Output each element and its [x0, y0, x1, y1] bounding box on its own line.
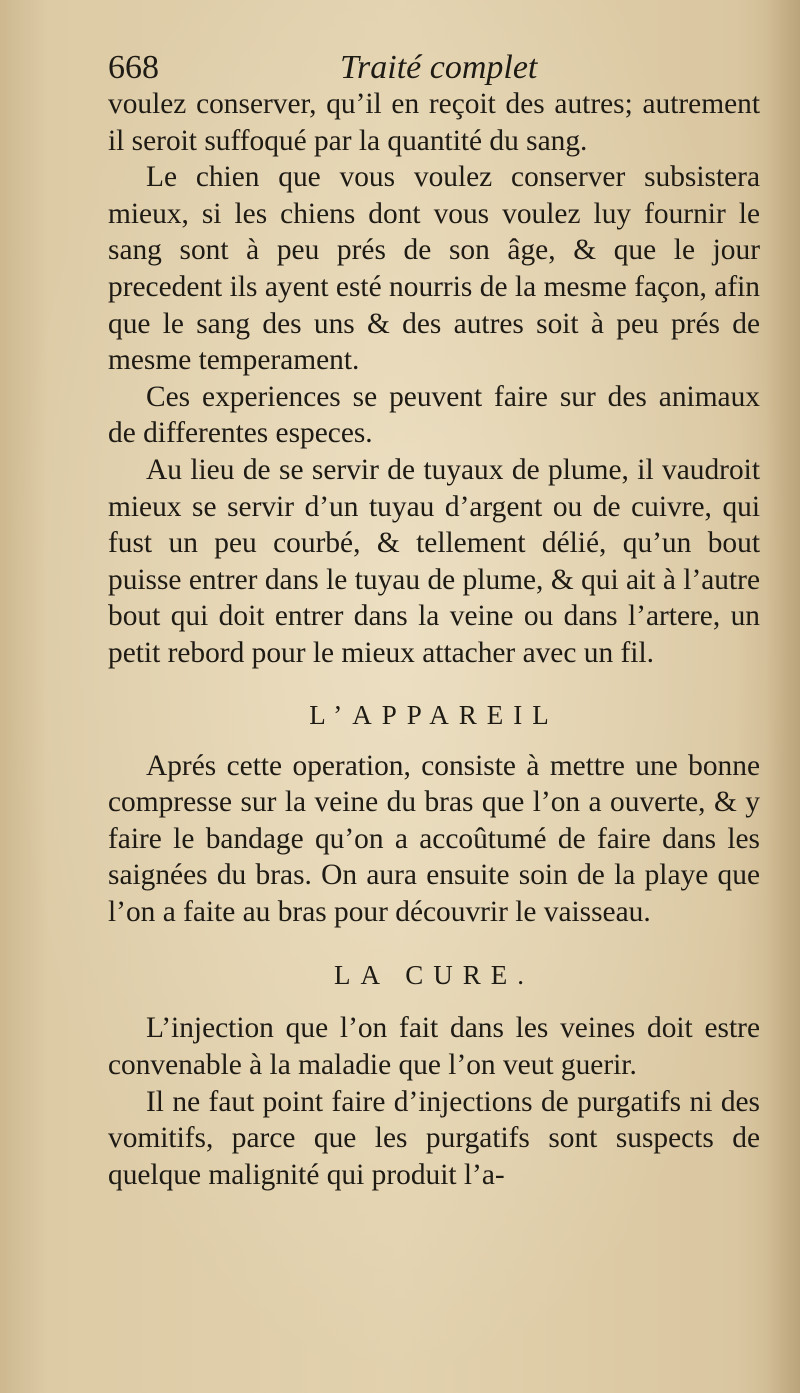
paragraph-experiences: Ces experiences se peuvent faire sur des animaux de differentes especes. — [108, 380, 760, 450]
running-title: Traité complet — [340, 49, 538, 86]
paragraph-continuation: voulez conserver, qu’il en reçoit des autres; autrement il seroit suffoqué par la quantité du sang. — [108, 88, 760, 157]
paragraph-injection: L’injection que l’on fait dans les veines doit estre convenable à la maladie que l’on veut guerir. — [108, 1012, 760, 1082]
page-body — [108, 86, 760, 1193]
paragraph-tubes: Au lieu de se servir de tuyaux de plume, il vaudroit mieux se servir d’un tuyau d’argent ou de cuivre, qui fust un peu courbé, & tellement délié, qu’un bout puisse entrer dans le tuyau de plume, & qui ait à l’autre bout qui doit entrer dans la veine ou dans l’artere, un petit rebord pour le mieux attacher avec un fil. — [108, 453, 760, 669]
paragraph-purgatifs: Il ne faut point faire d’injections de purgatifs ni des vomitifs, parce que les purgatifs sont suspects de quelque malignité qui produit l’a- — [108, 1085, 760, 1191]
page-header — [108, 44, 768, 92]
paragraph-dog-blood: Le chien que vous voulez conserver subsistera mieux, si les chiens dont vous voulez luy fournir le sang sont à peu prés de son âge, & que le jour precedent ils ayent esté nourris de la mesme façon, afin que le sang des uns & des autres soit à peu prés de mesme temperament. — [108, 161, 760, 377]
page-edge-shadow — [766, 0, 800, 1393]
section-heading-appareil: L’APPAREIL — [309, 699, 559, 730]
section-heading-cure: LA CURE. — [333, 960, 534, 991]
paragraph-appareil: Aprés cette operation, consiste à mettre une bonne compresse sur la veine du bras que l’on a ouverte, & y faire le bandage qu’on a accoûtumé de faire dans les saignées du bras. On aura ensuite soin de la playe que l’on a faite au bras pour découvrir le vaisseau. — [108, 749, 760, 928]
page-number: 668 — [108, 49, 159, 86]
